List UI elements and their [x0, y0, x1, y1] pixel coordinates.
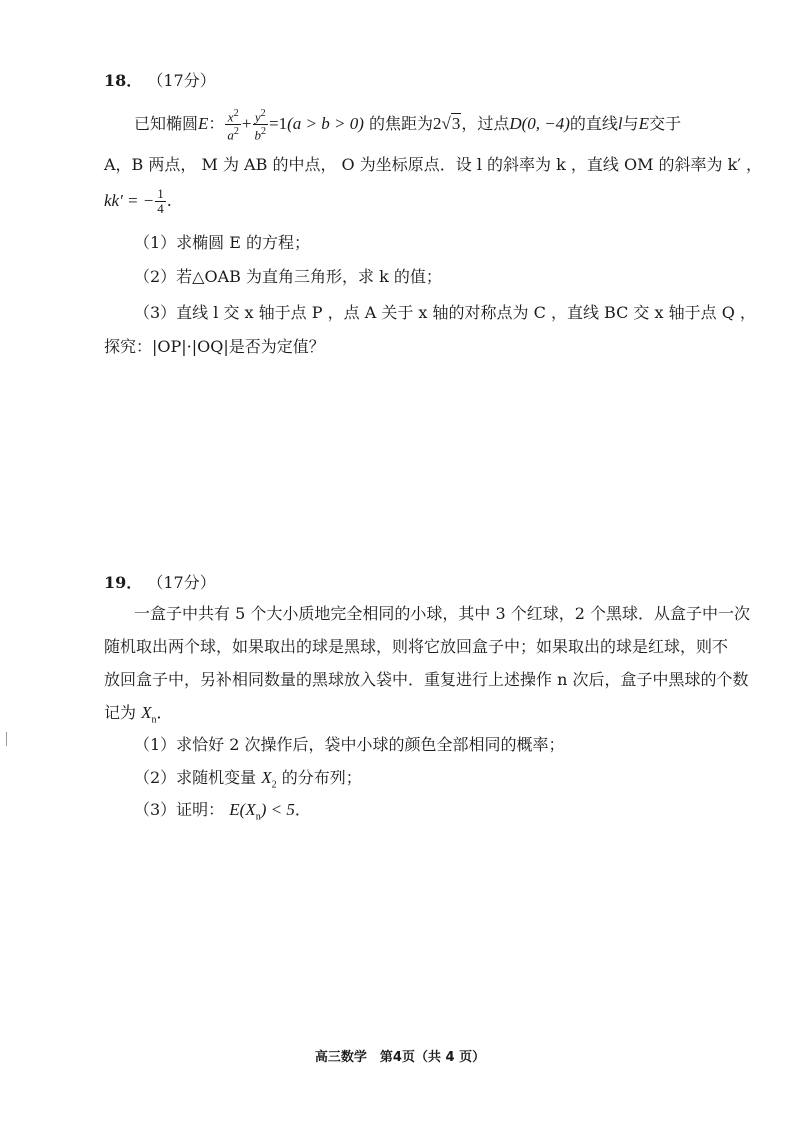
colon: ：: [208, 114, 225, 133]
plus-sign: +: [241, 114, 252, 133]
q19-stem-line1: 一盒子中共有 5 个大小质地完全相同的小球，其中 3 个红球，2 个黑球．从盒子中一次: [134, 604, 750, 623]
fraction-x2-a2: $\frac{x^2}{a^2}$: [227, 107, 239, 143]
q18-text: 的直线: [569, 114, 618, 133]
point-d: D(0, −4): [509, 114, 570, 133]
equals-one: =1: [269, 114, 288, 133]
page-footer: 高三数学 第4页（共 4 页）: [314, 1050, 486, 1065]
kk-product: kk′ = −: [104, 191, 155, 210]
q19-part3: （3）证明： $E(X_n) < 5$．: [134, 800, 311, 823]
condition: (a > b > 0): [287, 114, 364, 133]
q18-stem-line2: A，B 两点， M 为 AB 的中点， O 为坐标原点．设 l 的斜率为 k ，直线 OM 的斜率为 k′ ，: [104, 155, 763, 174]
q18-part2: （2）若△OAB 为直角三角形，求 k 的值；: [134, 267, 442, 286]
q19-stem-line3: 放回盒子中，另补相同数量的黑球放入袋中．重复进行上述操作 n 次后，盒子中黑球的个数: [104, 670, 749, 689]
q19-stem-line2: 随机取出两个球，如果取出的球是黑球，则将它放回盒子中；如果取出的球是红球，则不: [104, 637, 729, 656]
fraction-one-quarter: $\frac{1}{4}$: [157, 186, 164, 216]
q18-stem-line3: kk′ = − $\frac{1}{4}$ .: [104, 186, 172, 216]
q18-points: （17分）: [147, 71, 216, 90]
expectation-inequality: $E(X_n) < 5$: [229, 800, 295, 823]
q18-number: 18．: [104, 71, 143, 90]
q19-part1: （1）求恰好 2 次操作后，袋中小球的颜色全部相同的概率；: [134, 735, 565, 754]
q18-header: [104, 70, 216, 92]
q18-text: 已知椭圆: [134, 114, 199, 133]
margin-mark: [6, 732, 7, 746]
q18-part3-line2: 探究：|OP|·|OQ|是否为定值？: [104, 337, 325, 356]
line-l: l: [617, 114, 623, 133]
q19-part2: （2）求随机变量 $X_2$ 的分布列；: [134, 768, 362, 791]
q18-part1: （1）求椭圆 E 的方程；: [134, 233, 311, 252]
q18-text: 交于: [649, 114, 682, 133]
random-variable-xn: $X_n$: [141, 703, 157, 726]
focal-length: 2√3: [432, 114, 461, 133]
q19-header: [104, 572, 216, 594]
q19-stem-line4: 记为 $X_n$．: [104, 703, 173, 726]
q19-points: （17分）: [147, 573, 216, 592]
q18-text: ，过点: [461, 114, 510, 133]
ellipse-symbol: E: [198, 114, 209, 133]
ellipse-symbol: E: [638, 114, 650, 133]
q18-part3-line1: （3）直线 l 交 x 轴于点 P ，点 A 关于 x 轴的对称点为 C ，直线 BC 交 x 轴于点 Q ，: [134, 303, 756, 322]
q19-number: 19．: [104, 573, 143, 592]
q18-stem-line1: [134, 106, 681, 142]
random-variable-x2: $X_2$: [261, 768, 277, 791]
q18-text: 的焦距为: [363, 114, 433, 133]
q18-text: 与: [622, 114, 639, 133]
fraction-y2-b2: $\frac{y^2}{b^2}$: [254, 107, 267, 143]
